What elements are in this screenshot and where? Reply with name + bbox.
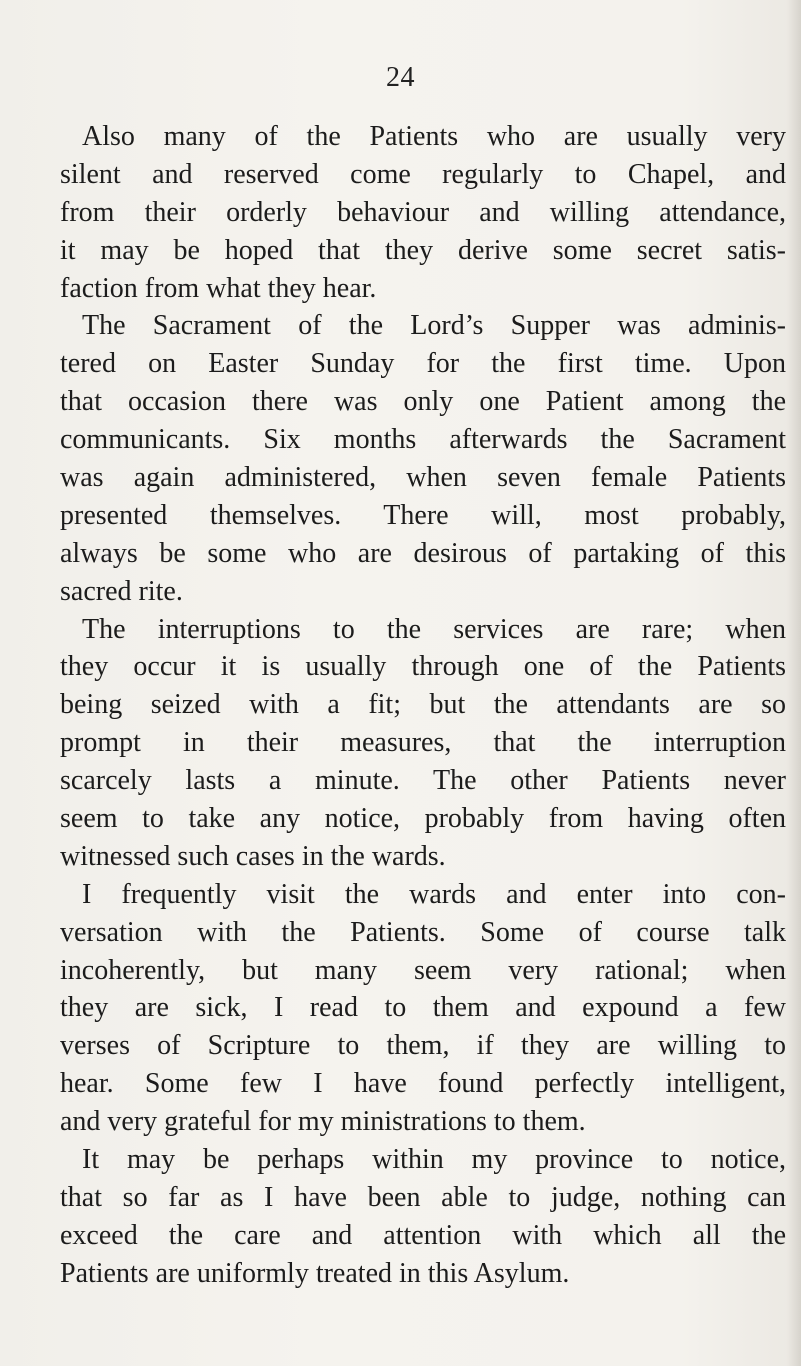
text-line: Also many of the Patients who are usually very — [82, 121, 786, 152]
text-line: always be some who are desirous of partaking of this — [60, 537, 786, 569]
text-line: was again administered, when seven female Patients — [60, 462, 786, 494]
text-line: versation with the Patients. Some of course talk — [60, 916, 786, 948]
paragraph — [60, 307, 786, 610]
text-line: exceed the care and attention with which all the — [60, 1219, 786, 1251]
text-line: I frequently visit the wards and enter into con- — [82, 878, 786, 910]
text-line: incoherently, but many seem very rational; when — [60, 954, 786, 986]
text-line: and very grateful for my ministrations to them. — [60, 1106, 586, 1138]
body-text — [60, 118, 786, 1293]
text-line: silent and reserved come regularly to Chapel, and — [60, 158, 786, 190]
text-line: that so far as I have been able to judge, nothing can — [60, 1181, 786, 1213]
text-line: The interruptions to the services are rare; when — [82, 613, 786, 645]
text-line: Patients are uniformly treated in this Asylum. — [60, 1257, 570, 1289]
text-line: hear. Some few I have found perfectly intelligent, — [60, 1068, 786, 1100]
text-line: communicants. Six months afterwards the Sacrament — [60, 424, 786, 456]
page-number: 24 — [386, 62, 415, 93]
text-line: witnessed such cases in the wards. — [60, 840, 446, 872]
paragraph — [60, 611, 786, 876]
paragraph — [60, 1141, 786, 1293]
text-line: presented themselves. There will, most probably, — [60, 499, 786, 531]
text-line: The Sacrament of the Lord’s Supper was adminis- — [82, 310, 786, 342]
text-line: it may be hoped that they derive some secret satis- — [60, 234, 786, 266]
text-line: scarcely lasts a minute. The other Patients never — [60, 765, 786, 797]
text-line: verses of Scripture to them, if they are willing to — [60, 1030, 786, 1062]
page-edge-shadow — [787, 0, 801, 1366]
text-line: from their orderly behaviour and willing attendance, — [60, 196, 786, 228]
text-line: prompt in their measures, that the interruption — [60, 727, 786, 759]
text-line: being seized with a fit; but the attendants are so — [60, 689, 786, 721]
paragraph — [60, 118, 786, 307]
text-line: seem to take any notice, probably from having often — [60, 803, 786, 835]
text-line: faction from what they hear. — [60, 272, 377, 304]
text-line: they are sick, I read to them and expound a few — [60, 992, 786, 1024]
text-line: that occasion there was only one Patient among the — [60, 386, 786, 418]
text-line: tered on Easter Sunday for the first time. Upon — [60, 348, 786, 380]
paragraph — [60, 876, 786, 1141]
text-line: It may be perhaps within my province to notice, — [82, 1144, 786, 1176]
text-line: sacred rite. — [60, 575, 183, 607]
text-line: they occur it is usually through one of the Patients — [60, 651, 786, 683]
